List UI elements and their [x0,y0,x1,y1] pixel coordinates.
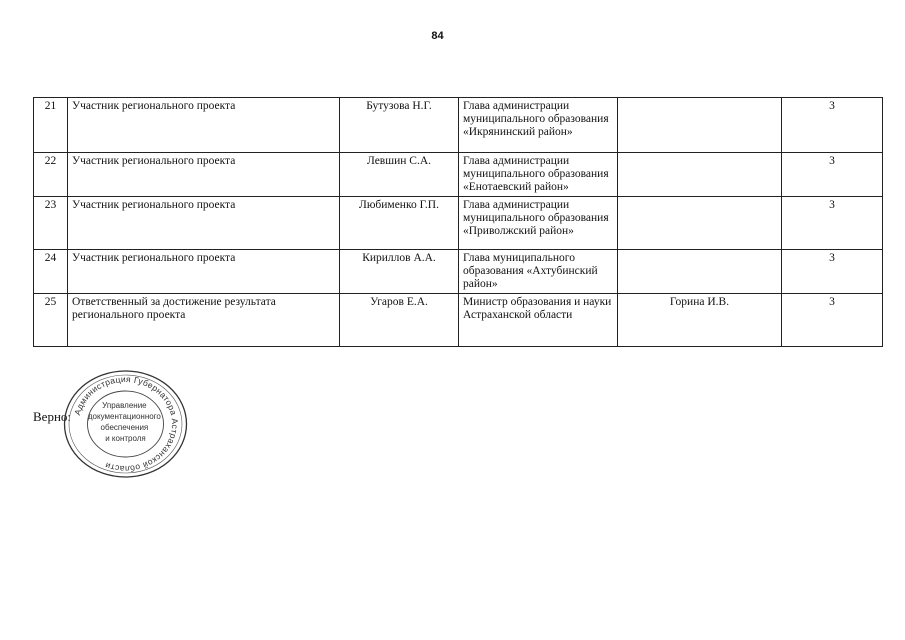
table-row [34,98,883,153]
row-number: 22 [34,153,68,197]
row-superior [618,197,782,250]
row-role: Участник регионального проекта [68,250,340,294]
row-workload: 3 [782,153,883,197]
table-row [34,153,883,197]
row-workload: 3 [782,250,883,294]
row-name: Угаров Е.А. [340,294,459,347]
row-number: 25 [34,294,68,347]
stamp-line: обеспечения [100,423,149,432]
responsibles-table [33,97,883,347]
row-superior [618,98,782,153]
row-workload: 3 [782,197,883,250]
row-superior: Горина И.В. [618,294,782,347]
row-role: Участник регионального проекта [68,153,340,197]
row-post: Министр образования и науки Астраханской области [459,294,618,347]
row-post: Глава администрации муниципального образования «Приволжский район» [459,197,618,250]
row-role: Участник регионального проекта [68,98,340,153]
row-number: 21 [34,98,68,153]
row-name: Левшин С.А. [340,153,459,197]
page-number: 84 [431,30,444,42]
row-name: Бутузова Н.Г. [340,98,459,153]
table-row [34,197,883,250]
table-row [34,250,883,294]
svg-text:Управление документационно [88,401,163,443]
stamp-line: документационного [87,412,161,421]
row-post: Глава администрации муниципального образования «Икрянинский район» [459,98,618,153]
row-role: Ответственный за достижение результата регионального проекта [68,294,340,347]
stamp-outer-text: Администрация Губернатора Астраханской области [72,373,181,475]
stamp-line: Управление [102,401,147,410]
row-name: Любименко Г.П. [340,197,459,250]
row-superior [618,153,782,197]
row-workload: 3 [782,294,883,347]
verno-label: Верно: [33,409,72,424]
table-row [34,294,883,347]
row-workload: 3 [782,98,883,153]
row-number: 23 [34,197,68,250]
row-name: Кириллов А.А. [340,250,459,294]
row-post: Глава администрации муниципального образования «Енотаевский район» [459,153,618,197]
stamp-line: и контроля [105,434,146,443]
row-number: 24 [34,250,68,294]
row-role: Участник регионального проекта [68,197,340,250]
row-superior [618,250,782,294]
row-post: Глава муниципального образования «Ахтубинский район» [459,250,618,294]
office-stamp [58,368,193,480]
